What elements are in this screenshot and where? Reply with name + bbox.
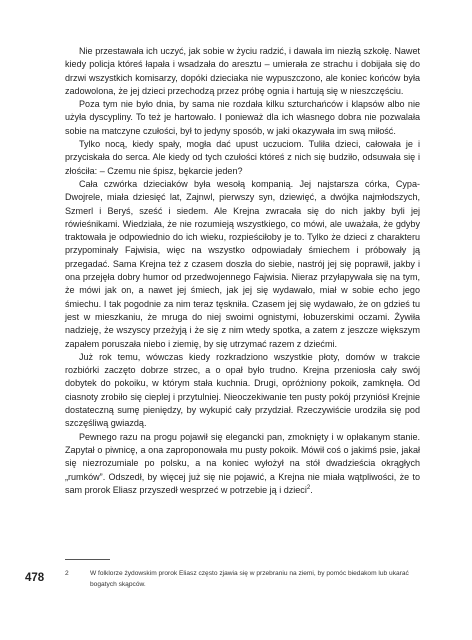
footnote bbox=[65, 569, 420, 590]
footnote-number: 2 bbox=[65, 570, 69, 577]
page-number: 478 bbox=[25, 572, 45, 584]
paragraph: Tylko nocą, kiedy spały, mogła dać upust uczuciom. Tuliła dzieci, całowała je i przyciskała do serca. Ale kiedy od tych czułości któreś z nich się budziło, odsuwała się i złościła: – Czemu nie śpisz, bękarcie jeden? bbox=[65, 139, 420, 176]
paragraph: Poza tym nie było dnia, by sama nie rozdała kilku szturchańców i klapsów albo nie użyła dyscypliny. To też je hartowało. I ponieważ dla ich własnego dobra nie pozwalała sobie na matczyne czułości, był to jedyny sposób, w jaki okazywała im swą miłość. bbox=[65, 99, 420, 136]
footnote-divider bbox=[65, 559, 110, 560]
body-text bbox=[65, 45, 420, 497]
footnote-text: W folklorze żydowskim prorok Eliasz często zjawia się w przebraniu na ziemi, by pomóc biedakom lub ukarać bogatych skąpców. bbox=[90, 570, 409, 588]
footnote-reference[interactable]: 2 bbox=[306, 484, 311, 491]
paragraph: Pewnego razu na progu pojawił się elegancki pan, zmoknięty i w opłakanym stanie. Zapytał o piwnicę, a ona zaproponowała mu pusty pokoik. Mówił coś o jakimś psie, jakał się niezrozumiale po polsku, a na koniec wyłożył na stół dwadzieścia okrągłych „rumków”. Odszedł, by więcej już się nie pojawić, a Krejna nie miała wątpliwości, że to sam prorok Eliasz przyszedł wesprzeć w potrzebie ją i dzieci$^2$. bbox=[65, 431, 420, 495]
paragraph: Już rok temu, wówczas kiedy rozkradziono wszystkie płoty, domów w trakcie rozbiórki zaczęto dobrze strzec, a o opał było trudno. Krejna przeniosła cały swój dobytek do pokoiku, w którym stała kuchnia. Drugi, opróżniony pokoik, zamknęła. Od ciasnoty zrobiło się cieplej i przytulniej. Nieoczekiwanie ten pusty pokój przyniósł Krejnie dostateczną sumę pieniędzy, by wykupić cały przydział. Rzeczywiście urodziła się pod szczęśliwą gwiazdą. bbox=[65, 351, 420, 429]
paragraph: Nie przestawała ich uczyć, jak sobie w życiu radzić, i dawała im niezłą szkołę. Nawet kiedy policja któreś łapała i wsadzała do aresztu – umierała ze strachu i dobijała się do drzwi wszystkich komisarzy, dopóki dzieciaka nie wypuszczono, ale koniec końców była zadowolona, że jej dzieci przechodzą przez próbę ognia i hartują się w nieszczęściu. bbox=[65, 46, 420, 96]
paragraph: Cała czwórka dzieciaków była wesołą kompanią. Jej najstarsza córka, Cypa-Dwojrele, miała dziesięć lat, Zajnwl, pierwszy syn, dziewięć, a dwójka najmłodszych, Szmerl i Beryś, sześć i siedem. Ale Krejna zwracała się do nich jakby byli jej rówieśnikami. Wiedziała, że nie rozumieją wszystkiego, co mówi, ale uważała, że gdyby traktowała je odpowiednio do ich wieku, rozpieściłoby je to. Tylko że dzieci z charakteru przypominały Fajwisia, więc na wszystko odpowiadały śmiechem i próbowały ją przegadać. Sama Krejna też z czasem doszła do siebie, nastrój jej się poprawił, jakby i ona przejęła dobry humor od przedwojennego Fajwisia. Nieraz przyłapywała się na tym, że mówi jak on, a nawet jej śmiech, jak jej się wydawało, miał w sobie echo jego śmiechu. I tak pogodnie za nim teraz tęskniła. Czasem jej się wydawało, że on gdzieś tu jest w mieszkaniu, że mruga do niej swoimi ognistymi, łobuzerskimi oczami. Żywiła nadzieję, że wszyscy przeżyją i że się z nim wtedy spotka, a zatem z jeszcze większym zapałem poruszała niebo i ziemię, by się utrzymać razem z dziećmi. bbox=[65, 178, 420, 349]
